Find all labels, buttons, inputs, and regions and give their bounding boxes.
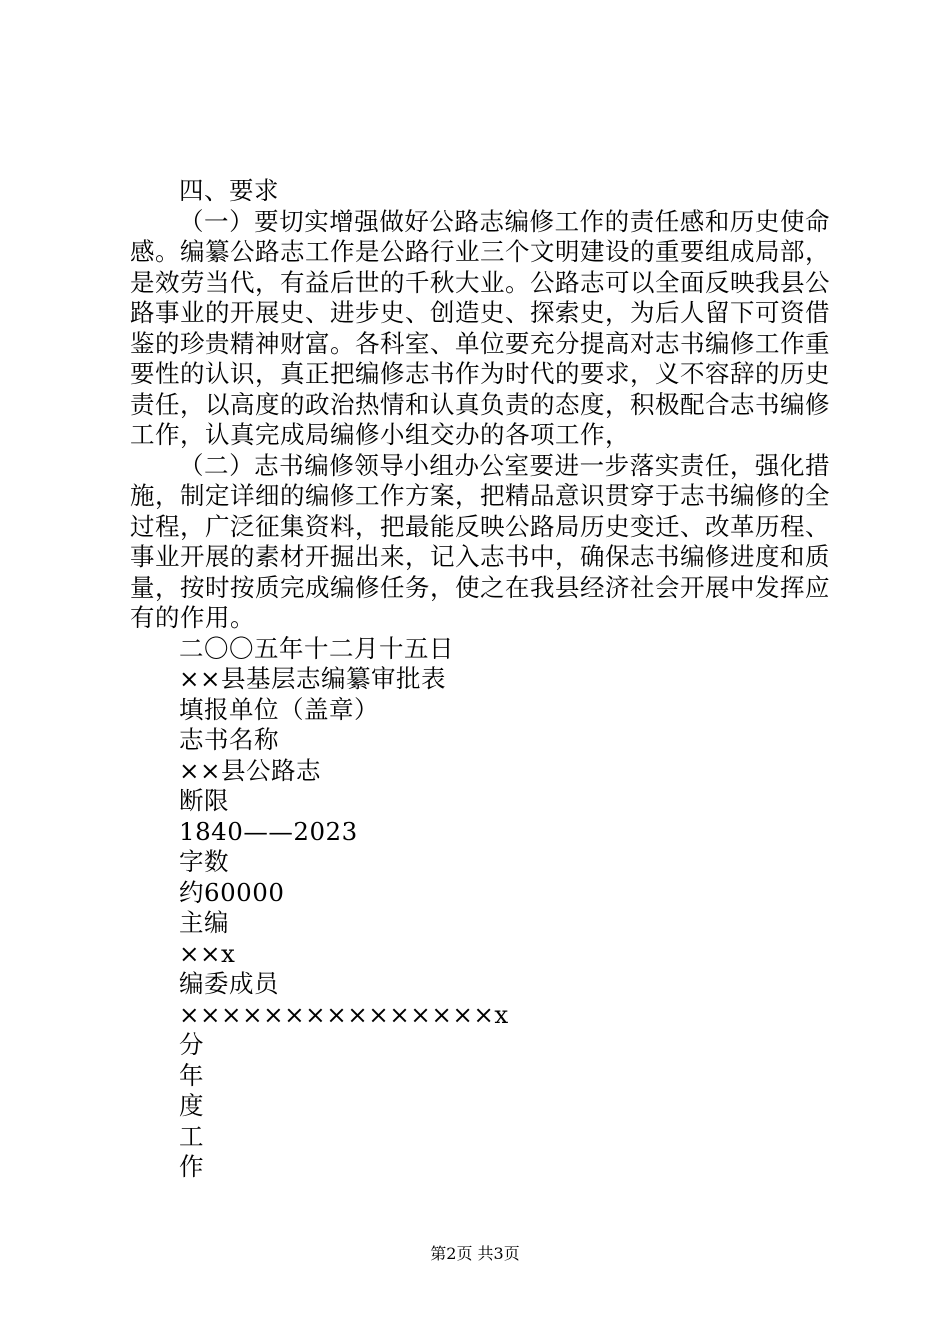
approval-form-lines xyxy=(130,634,830,1183)
form-field-label: 主编 xyxy=(179,908,229,937)
form-field-value: 约60000 xyxy=(179,877,285,907)
page-footer xyxy=(0,1244,950,1264)
section-heading: 四、要求 xyxy=(179,176,279,205)
form-field-value: 1840——2023 xyxy=(179,816,358,846)
page-indicator: 第2页 共3页 xyxy=(430,1244,520,1263)
form-field-label: 编委成员 xyxy=(179,969,279,998)
form-field-label: 志书名称 xyxy=(179,725,279,754)
vertical-label-char: 年 xyxy=(179,1060,204,1090)
date-line: 二〇〇五年十二月十五日 xyxy=(179,633,454,663)
vertical-label-char: 度 xyxy=(179,1091,204,1120)
form-field-value: ×××××××××××××××x xyxy=(179,999,509,1029)
vertical-label-char: 作 xyxy=(179,1152,204,1181)
paragraph-1: （一）要切实增强做好公路志编修工作的责任感和历史使命感。编纂公路志工作是公路行业三个文明建设的重要组成局部，是效劳当代，有益后世的千秋大业。公路志可以全面反映我县公路事业的开展史、进步史、创造史、探索史，为后人留下可资借鉴的珍贵精神财富。各科室、单位要充分提高对志书编修工作重要性的认识，真正把编修志书作为时代的要求，义不容辞的历史责任，以高度的政治热情和认真负责的态度，积极配合志书编修工作，认真完成局编修小组交办的各项工作， xyxy=(130,206,830,449)
paragraph-2: （二）志书编修领导小组办公室要进一步落实责任，强化措施，制定详细的编修工作方案，把精品意识贯穿于志书编修的全过程，广泛征集资料，把最能反映公路局历史变迁、改革历程、事业开展的素材开掘出来，记入志书中，确保志书编修进度和质量，按时按质完成编修任务，使之在我县经济社会开展中发挥应有的作用。 xyxy=(130,450,830,632)
document-body xyxy=(130,176,830,1183)
vertical-label-char: 分 xyxy=(179,1030,204,1059)
form-field-label: 字数 xyxy=(179,847,229,876)
form-title: ××县基层志编纂审批表 xyxy=(179,664,447,693)
vertical-label-char: 工 xyxy=(179,1121,204,1151)
form-field-value: ××县公路志 xyxy=(179,755,322,785)
form-field-value: ××x xyxy=(179,938,236,968)
form-field-label: 填报单位（盖章） xyxy=(179,694,379,724)
form-field-label: 断限 xyxy=(179,786,229,815)
